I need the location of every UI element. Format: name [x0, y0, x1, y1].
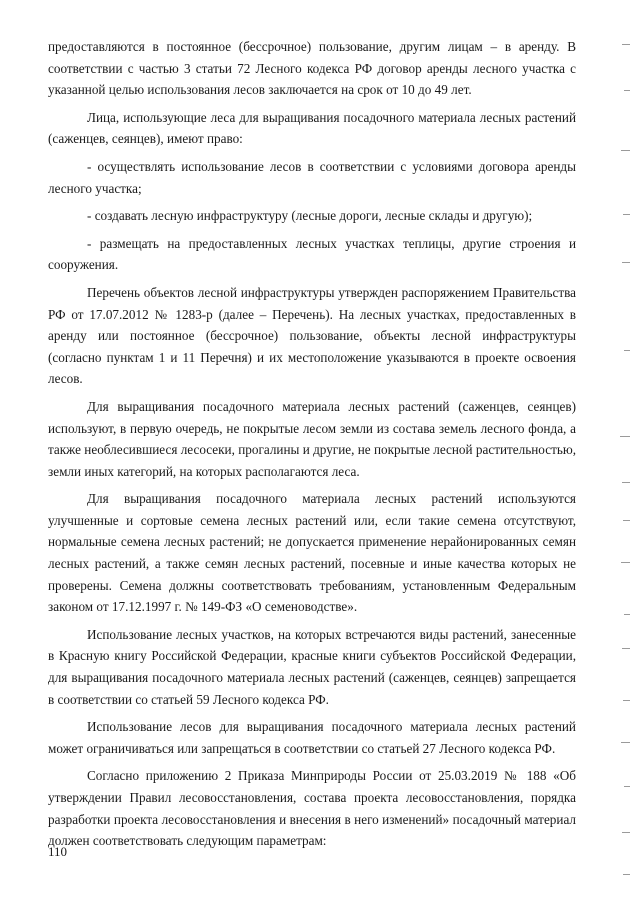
scan-edge-marks: [616, 0, 630, 905]
paragraph-planting-material-parameters: Согласно приложению 2 Приказа Минприроды России от 25.03.2019 № 188 «Об утверждении Правил лесовосстановления, состава проекта лесовосстановления, порядка разработки проекта лесовосстановления и внесения в него изменений» посадочный материал должен соответствовать следующим параметрам:: [48, 768, 576, 849]
paragraph-seeds: Для выращивания посадочного материала лесных растений используются улучшенные и сортовые семена лесных растений или, если такие семена отсутствуют, нормальные семена лесных растений; не допускается применение нерайонированных семян лесных растений, а также семян лесных растений, посевные и иные качества которых не проверены. Семена должны соответствовать требованиям, установленным Федеральным законом от 17.12.1997 г. № 149-ФЗ «О семеноводстве».: [48, 491, 576, 615]
paragraph-infrastructure-list: Перечень объектов лесной инфраструктуры утвержден распоряжением Правительства РФ от 17.07.2012 № 1283-р (далее – Перечень). На лесных участках, предоставленных в аренду или постоянное (бессрочное) пользование, объекты лесной инфраструктуры (согласно пунктам 1 и 11 Перечня) и их местоположение указываются в проекте освоения лесов.: [48, 284, 576, 387]
paragraph-restrictions: Использование лесов для выращивания посадочного материала лесных растений может ограничиваться или запрещаться в соответствии со статьей 27 Лесного кодекса РФ.: [48, 719, 576, 756]
page-number: 110: [48, 844, 68, 859]
list-item-use-forests: - осуществлять использование лесов в соответствии с условиями договора аренды лесного участка;: [48, 158, 576, 196]
document-body: [48, 36, 576, 858]
paragraph-lease-term: предоставляются в постоянное (бессрочное) пользование, другим лицам – в аренду. В соответствии с частью 3 статьи 72 Лесного кодекса РФ договор аренды лесного участка с указанной целью использования лесов заключается на срок от 10 до 49 лет.: [48, 39, 576, 98]
paragraph-red-book: Использование лесных участков, на которых встречаются виды растений, занесенные в Красную книгу Российской Федерации, красные книги субъектов Российской Федерации, для выращивания посадочного материала лесных растений (саженцев, сеянцев) запрещается в соответствии со статьей 59 Лесного кодекса РФ.: [48, 626, 576, 707]
paragraph-rights-intro: Лица, использующие леса для выращивания посадочного материала лесных растений (саженцев, сеянцев), имеют право:: [48, 109, 576, 147]
paragraph-lands-used: Для выращивания посадочного материала лесных растений (саженцев, сеянцев) используют, в первую очередь, не покрытые лесом земли из состава земель лесного фонда, а также необлесившиеся лесосеки, прогалины и другие, не покрытые лесной растительностью, земли иных категорий, на которых располагаются леса.: [48, 398, 576, 479]
list-item-place-greenhouses: - размещать на предоставленных лесных участках теплицы, другие строения и сооружения.: [48, 235, 576, 273]
list-item-create-infrastructure: - создавать лесную инфраструктуру (лесные дороги, лесные склады и другую);: [87, 208, 533, 224]
